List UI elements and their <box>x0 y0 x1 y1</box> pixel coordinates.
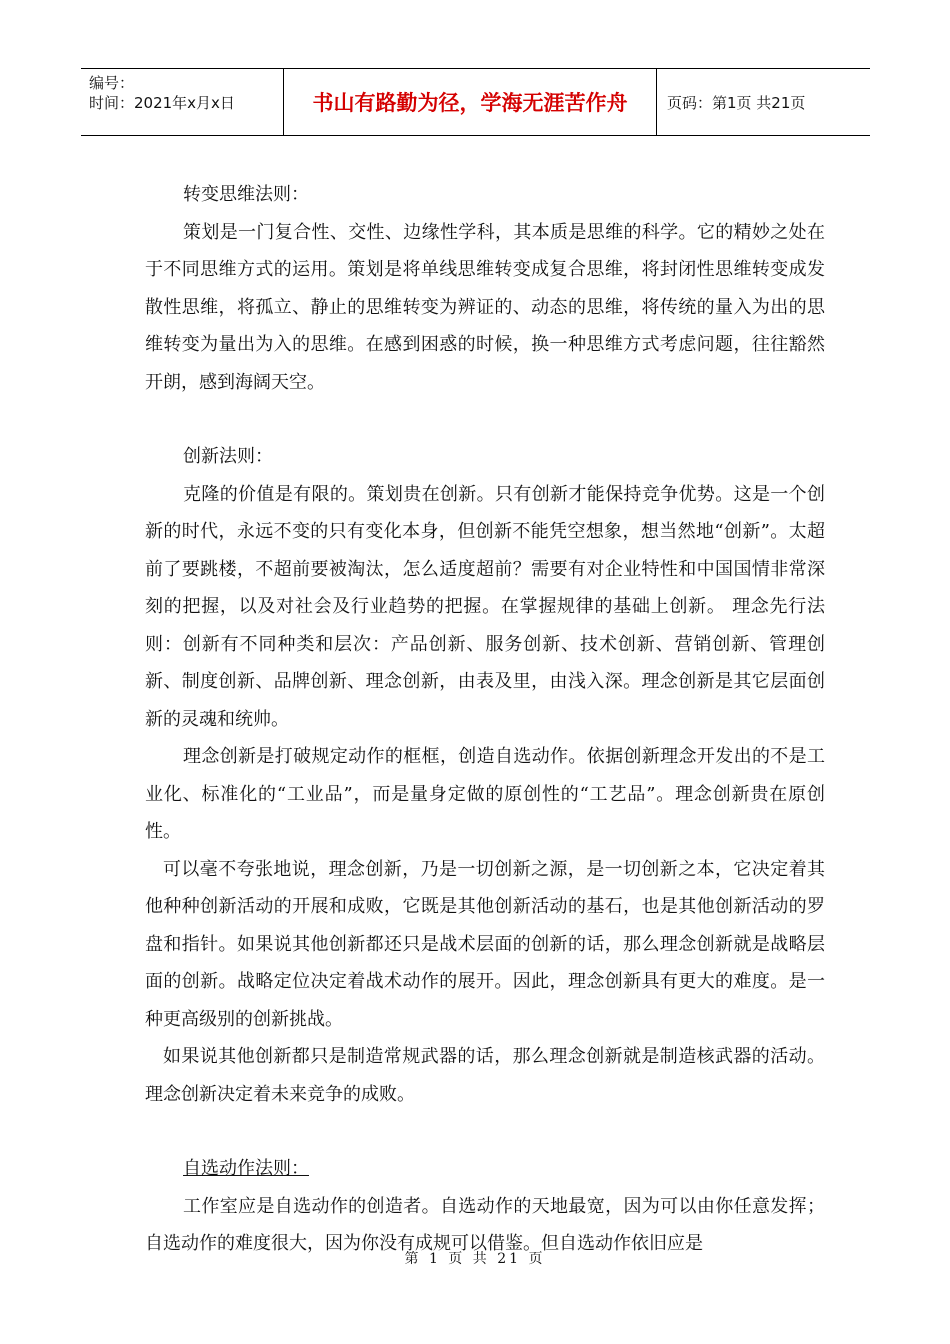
document-body <box>145 176 825 1263</box>
paragraph-optional-actions: 工作室应是自选动作的创造者。自选动作的天地最宽，因为可以由你任意发挥；自选动作的难度很大，因为你没有成规可以借鉴。但自选动作依旧应是 <box>145 1195 825 1254</box>
document-number-label: 编号： <box>89 74 135 92</box>
underlined-heading-text: 自选动作法则： <box>183 1158 309 1179</box>
section-gap <box>145 401 825 438</box>
page-footer: 第 1 页 共 21 页 <box>404 1251 546 1267</box>
paragraph-innovation-2: 理念创新是打破规定动作的框框，创造自选动作。依据创新理念开发出的不是工业化、标准化的“工业品”，而是量身定做的原创性的“工艺品”。理念创新贵在原创性。 <box>145 746 825 842</box>
paragraph-innovation-1: 克隆的价值是有限的。策划贵在创新。只有创新才能保持竞争优势。这是一个创新的时代，永远不变的只有变化本身，但创新不能凭空想象，想当然地“创新”。太超前了要跳楼，不超前要被淘汰，怎么适度超前？需要有对企业特性和中国国情非常深刻的把握，以及对社会及行业趋势的把握。在掌握规律的基础上创新。 理念先行法则：创新有不同种类和层次：产品创新、服务创新、技术创新、营销创新、管理创新、制度创新、品牌创新、理念创新，由表及里，由浅入深。理念创新是其它层面创新的灵魂和统帅。 <box>145 483 825 730</box>
section-heading-optional-actions <box>145 1150 825 1188</box>
document-date-label: 时间：2021年x月x日 <box>89 94 235 112</box>
page-header <box>81 68 870 136</box>
header-meta-cell <box>81 69 284 135</box>
section-heading-thinking: 转变思维法则： <box>183 184 309 205</box>
section-gap <box>145 1113 825 1150</box>
header-motto: 书山有路勤为径，学海无涯苦作舟 <box>284 69 657 135</box>
paragraph-thinking: 策划是一门复合性、交性、边缘性学科，其本质是思维的科学。它的精妙之处在于不同思维方式的运用。策划是将单线思维转变成复合思维，将封闭性思维转变成发散性思维，将孤立、静止的思维转变为辨证的、动态的思维，将传统的量入为出的思维转变为量出为入的思维。在感到困惑的时候，换一种思维方式考虑问题，往往豁然开朗，感到海阔天空。 <box>145 221 825 393</box>
paragraph-innovation-4: 如果说其他创新都只是制造常规武器的话，那么理念创新就是制造核武器的活动。理念创新决定着未来竞争的成败。 <box>145 1046 825 1105</box>
header-page-info: 页码：第1页 共21页 <box>667 93 806 112</box>
section-heading-innovation: 创新法则： <box>183 446 273 467</box>
paragraph-innovation-3: 可以毫不夸张地说，理念创新，乃是一切创新之源，是一切创新之本，它决定着其他种种创新活动的开展和成败，它既是其他创新活动的基石，也是其他创新活动的罗盘和指针。如果说其他创新都还只是战术层面的创新的话，那么理念创新就是战略层面的创新。战略定位决定着战术动作的展开。因此，理念创新具有更大的难度。是一种更高级别的创新挑战。 <box>145 858 825 1030</box>
